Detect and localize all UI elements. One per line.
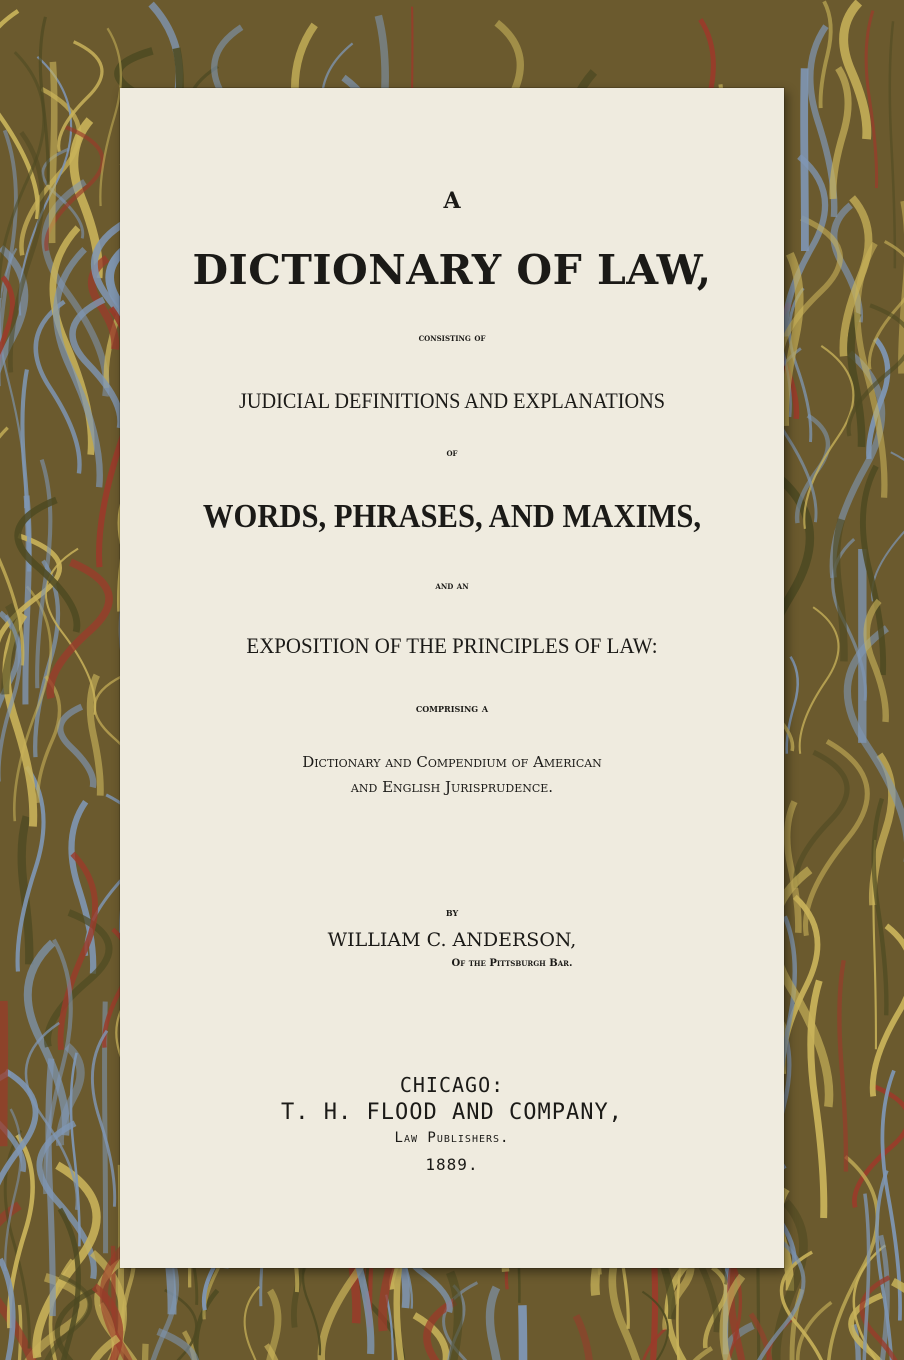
publication-year: 1889. — [425, 1155, 479, 1174]
publisher-role: Law Publishers. — [394, 1130, 510, 1146]
author-affiliation: Of the Pittsburgh Bar. — [451, 958, 573, 969]
comprising-text: comprising a — [415, 702, 489, 715]
subtitle-definitions: JUDICIAL DEFINITIONS AND EXPLANATIONS — [239, 388, 665, 413]
by-text: by — [445, 906, 459, 919]
description-line-1: Dictionary and Compendium of American — [302, 753, 602, 771]
title-article: A — [443, 188, 461, 214]
subtitle-exposition: EXPOSITION OF THE PRINCIPLES OF LAW: — [246, 633, 658, 658]
publisher-name: T. H. FLOOD AND COMPANY, — [281, 1100, 623, 1125]
consisting-of-text: consisting of — [418, 333, 486, 344]
of-text: of — [446, 448, 458, 459]
and-an-text: and an — [435, 581, 469, 592]
author-name: WILLIAM C. ANDERSON, — [327, 929, 577, 951]
description-line-2: and English Jurisprudence. — [350, 778, 554, 796]
book-title: DICTIONARY OF LAW, — [192, 246, 712, 294]
publisher-city: CHICAGO: — [399, 1073, 505, 1097]
title-page — [120, 88, 784, 1268]
subtitle-words-phrases: WORDS, PHRASES, AND MAXIMS, — [202, 498, 702, 535]
